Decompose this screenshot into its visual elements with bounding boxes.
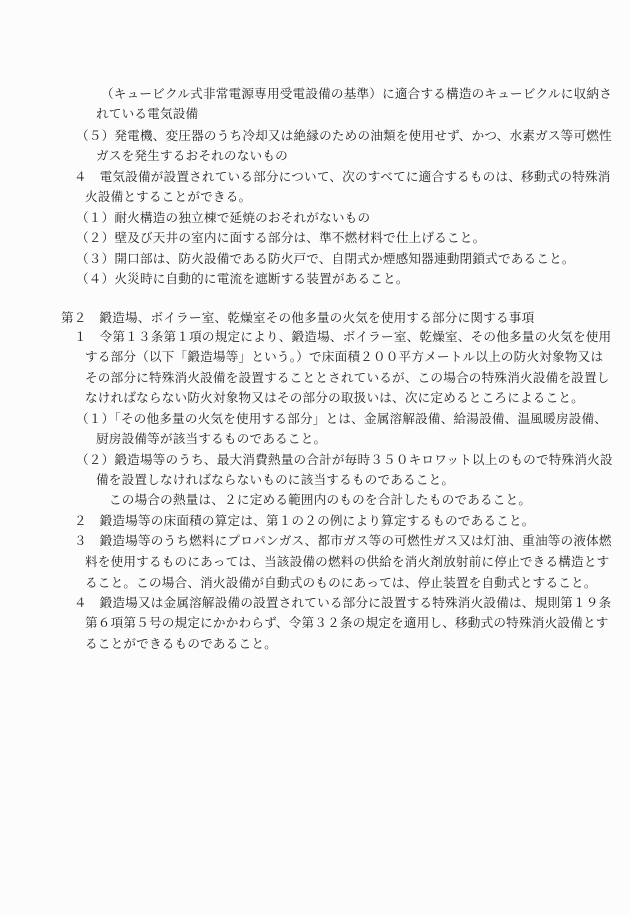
text-line-s2-clause-3-cont-2: ること。この場合、消火設備が自動式のものにあっては、停止装置を自動式とすること。: [85, 575, 597, 590]
text-line-cubicle-standard-cont: れている電気設備: [96, 106, 199, 121]
text-line-s2-clause-3-cont-1: 料を使用するものにあっては、当該設備の燃料の供給を消火剤放射前に停止できる構造とす: [85, 554, 610, 569]
text-line-clause-4-cont: 火設備とすることができる。: [85, 189, 252, 204]
text-line-s2-clause-4-cont-2: ることができるものであること。: [85, 636, 277, 651]
text-line-s2-item-2-note: この場合の熱量は、２に定める範囲内のものを合計したものであること。: [109, 492, 532, 507]
text-line-clause-4-item-3: （３）開口部は、防火設備である防火戸で、自閉式か煙感知器連動閉鎖式であること。: [76, 251, 575, 266]
text-line-s2-clause-1-cont-3: なければならない防火対象物又はその部分の取扱いは、次に定めるところによること。: [85, 390, 584, 405]
section-heading-2: 第２ 鍛造場、ボイラー室、乾燥室その他多量の火気を使用する部分に関する事項: [61, 310, 535, 325]
text-line-item-5-cont: ガスを発生するおそれのないもの: [96, 148, 288, 163]
text-line-s2-item-2-cont: 備を設置しなければならないものに該当するものであること。: [96, 472, 455, 487]
text-line-s2-clause-1-cont-1: する部分（以下「鍛造場等」という。）で床面積２００平方メートル以上の防火対象物又は: [85, 349, 604, 364]
text-line-s2-clause-1-cont-2: その部分に特殊消火設備を設置することとされているが、この場合の特殊消火設備を設置し: [85, 370, 610, 385]
text-line-item-5: （５）発電機、変圧器のうち冷却又は絶縁のための油類を使用せず、かつ、水素ガス等可燃性: [76, 128, 612, 143]
text-line-s2-item-1: （１）「その他多量の火気を使用する部分」とは、金属溶解設備、給湯設備、温風暖房設備、: [76, 411, 608, 426]
text-line-s2-clause-3: ３ 鍛造場等のうち燃料にプロパンガス、都市ガス等の可燃性ガス又は灯油、重油等の液体燃: [74, 533, 612, 548]
text-line-s2-clause-1: １ 令第１３条第１項の規定により、鍛造場、ボイラー室、乾燥室、その他多量の火気を使用: [74, 329, 612, 344]
text-line-s2-clause-4-cont-1: 第６項第５号の規定にかかわらず、令第３２条の規定を適用し、移動式の特殊消火設備とす: [85, 615, 609, 630]
text-line-clause-4-item-1: （１）耐火構造の独立棟で延焼のおそれがないもの: [76, 210, 371, 225]
text-line-s2-item-2: （２）鍛造場等のうち、最大消費熱量の合計が毎時３５０キロワット以上のもので特殊消火設: [76, 452, 613, 467]
text-line-s2-item-1-cont: 厨房設備等が該当するものであること。: [96, 431, 327, 446]
text-line-clause-4: ４ 電気設備が設置されている部分について、次のすべてに適合するものは、移動式の特殊消: [74, 169, 611, 184]
text-line-s2-clause-4: ４ 鍛造場又は金属溶解設備の設置されている部分に設置する特殊消火設備は、規則第１９条: [74, 595, 612, 610]
text-line-s2-clause-2: ２ 鍛造場等の床面積の算定は、第１の２の例により算定するものであること。: [74, 513, 535, 528]
text-line-clause-4-item-2: （２）壁及び天井の室内に面する部分は、準不燃材料で仕上げること。: [76, 230, 486, 245]
text-line-cubicle-standard: （キュービクル式非常電源専用受電設備の基準）に適合する構造のキュービクルに収納さ: [101, 86, 612, 101]
text-line-clause-4-item-4: （４）火災時に自動的に電流を遮断する装置があること。: [76, 271, 409, 286]
